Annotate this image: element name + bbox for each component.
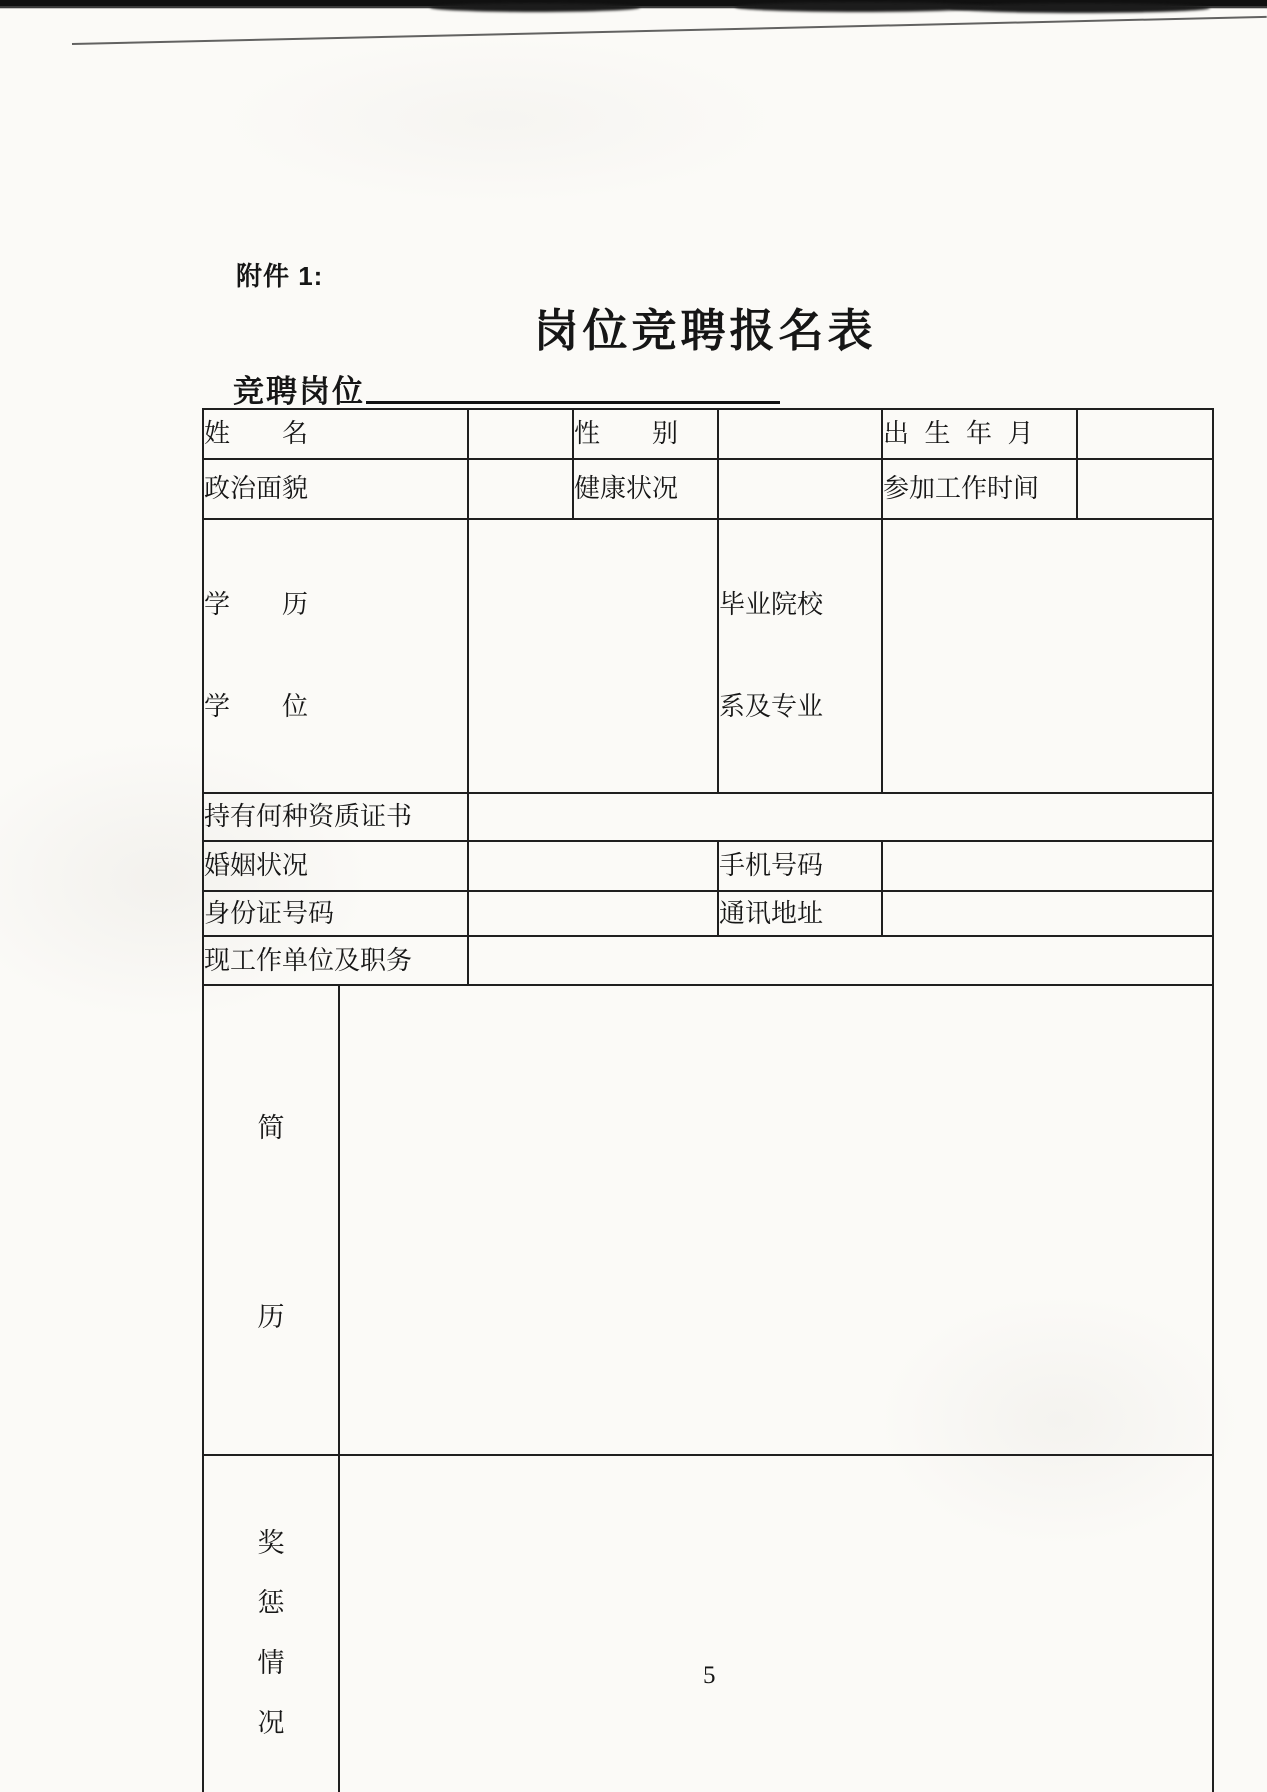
rewards-label-char: 情 [257,1647,285,1678]
resume-label-char: 历 [257,1302,285,1332]
education-label-line: 学 历 [204,590,309,619]
table-row [203,409,1213,459]
mobile-number-value-cell [882,841,1213,891]
scan-edge-line [72,16,1267,46]
major-label-line: 系及专业 [719,692,824,721]
school-label-line: 毕业院校 [719,590,824,619]
table-row [203,841,1213,891]
id-number-label: 身份证号码 [203,891,468,936]
scan-edge-blob [430,3,640,12]
table-row [203,459,1213,519]
birth-date-label: 出 生 年 月 [882,409,1077,459]
mobile-number-label: 手机号码 [718,841,882,891]
employer-position-label: 现工作单位及职务 [203,936,468,985]
attachment-label: 附件 1: [236,261,324,291]
education-degree-value-cell [468,519,718,793]
rewards-label-char: 惩 [257,1587,285,1618]
name-value-cell [468,409,573,459]
mailing-address-value-cell [882,891,1213,936]
graduate-school-value-cell [882,519,1213,793]
resume-content-cell [339,985,1213,1455]
degree-label-line: 学 位 [204,692,309,721]
work-start-time-value-cell [1077,459,1213,519]
rewards-label-char: 况 [257,1707,285,1738]
name-label: 姓 名 [203,409,468,459]
scan-edge-blob [950,3,1210,13]
birth-date-value-cell [1077,409,1213,459]
marital-status-label: 婚姻状况 [203,841,468,891]
work-start-time-label: 参加工作时间 [882,459,1077,519]
certificates-value-cell [468,793,1213,841]
table-row [203,985,1213,1455]
health-status-value-cell [718,459,882,519]
position-field-blank-line [366,401,780,404]
political-status-value-cell [468,459,573,519]
table-row [203,936,1213,985]
education-degree-label [203,519,468,793]
marital-status-value-cell [468,841,718,891]
resume-label-char: 简 [257,1113,285,1143]
rewards-punishments-section-label [203,1455,339,1792]
scan-edge-blob [735,2,985,12]
gender-value-cell [718,409,882,459]
mailing-address-label: 通讯地址 [718,891,882,936]
table-row [203,1455,1213,1792]
rewards-punishments-content-cell [339,1455,1213,1792]
page-number: 5 [703,1662,716,1689]
employer-position-value-cell [468,936,1213,985]
application-form-table [202,408,1214,1792]
graduate-school-label [718,519,882,793]
id-number-value-cell [468,891,718,936]
table-row [203,793,1213,841]
page-title: 岗位竞聘报名表 [533,305,877,356]
position-field-label: 竞聘岗位 [233,374,365,409]
table-row [203,519,1213,793]
health-status-label: 健康状况 [573,459,718,519]
political-status-label: 政治面貌 [203,459,468,519]
table-row [203,891,1213,936]
rewards-label-char: 奖 [257,1527,285,1558]
resume-section-label [203,985,339,1455]
certificates-label: 持有何种资质证书 [203,793,468,841]
gender-label: 性 别 [573,409,718,459]
